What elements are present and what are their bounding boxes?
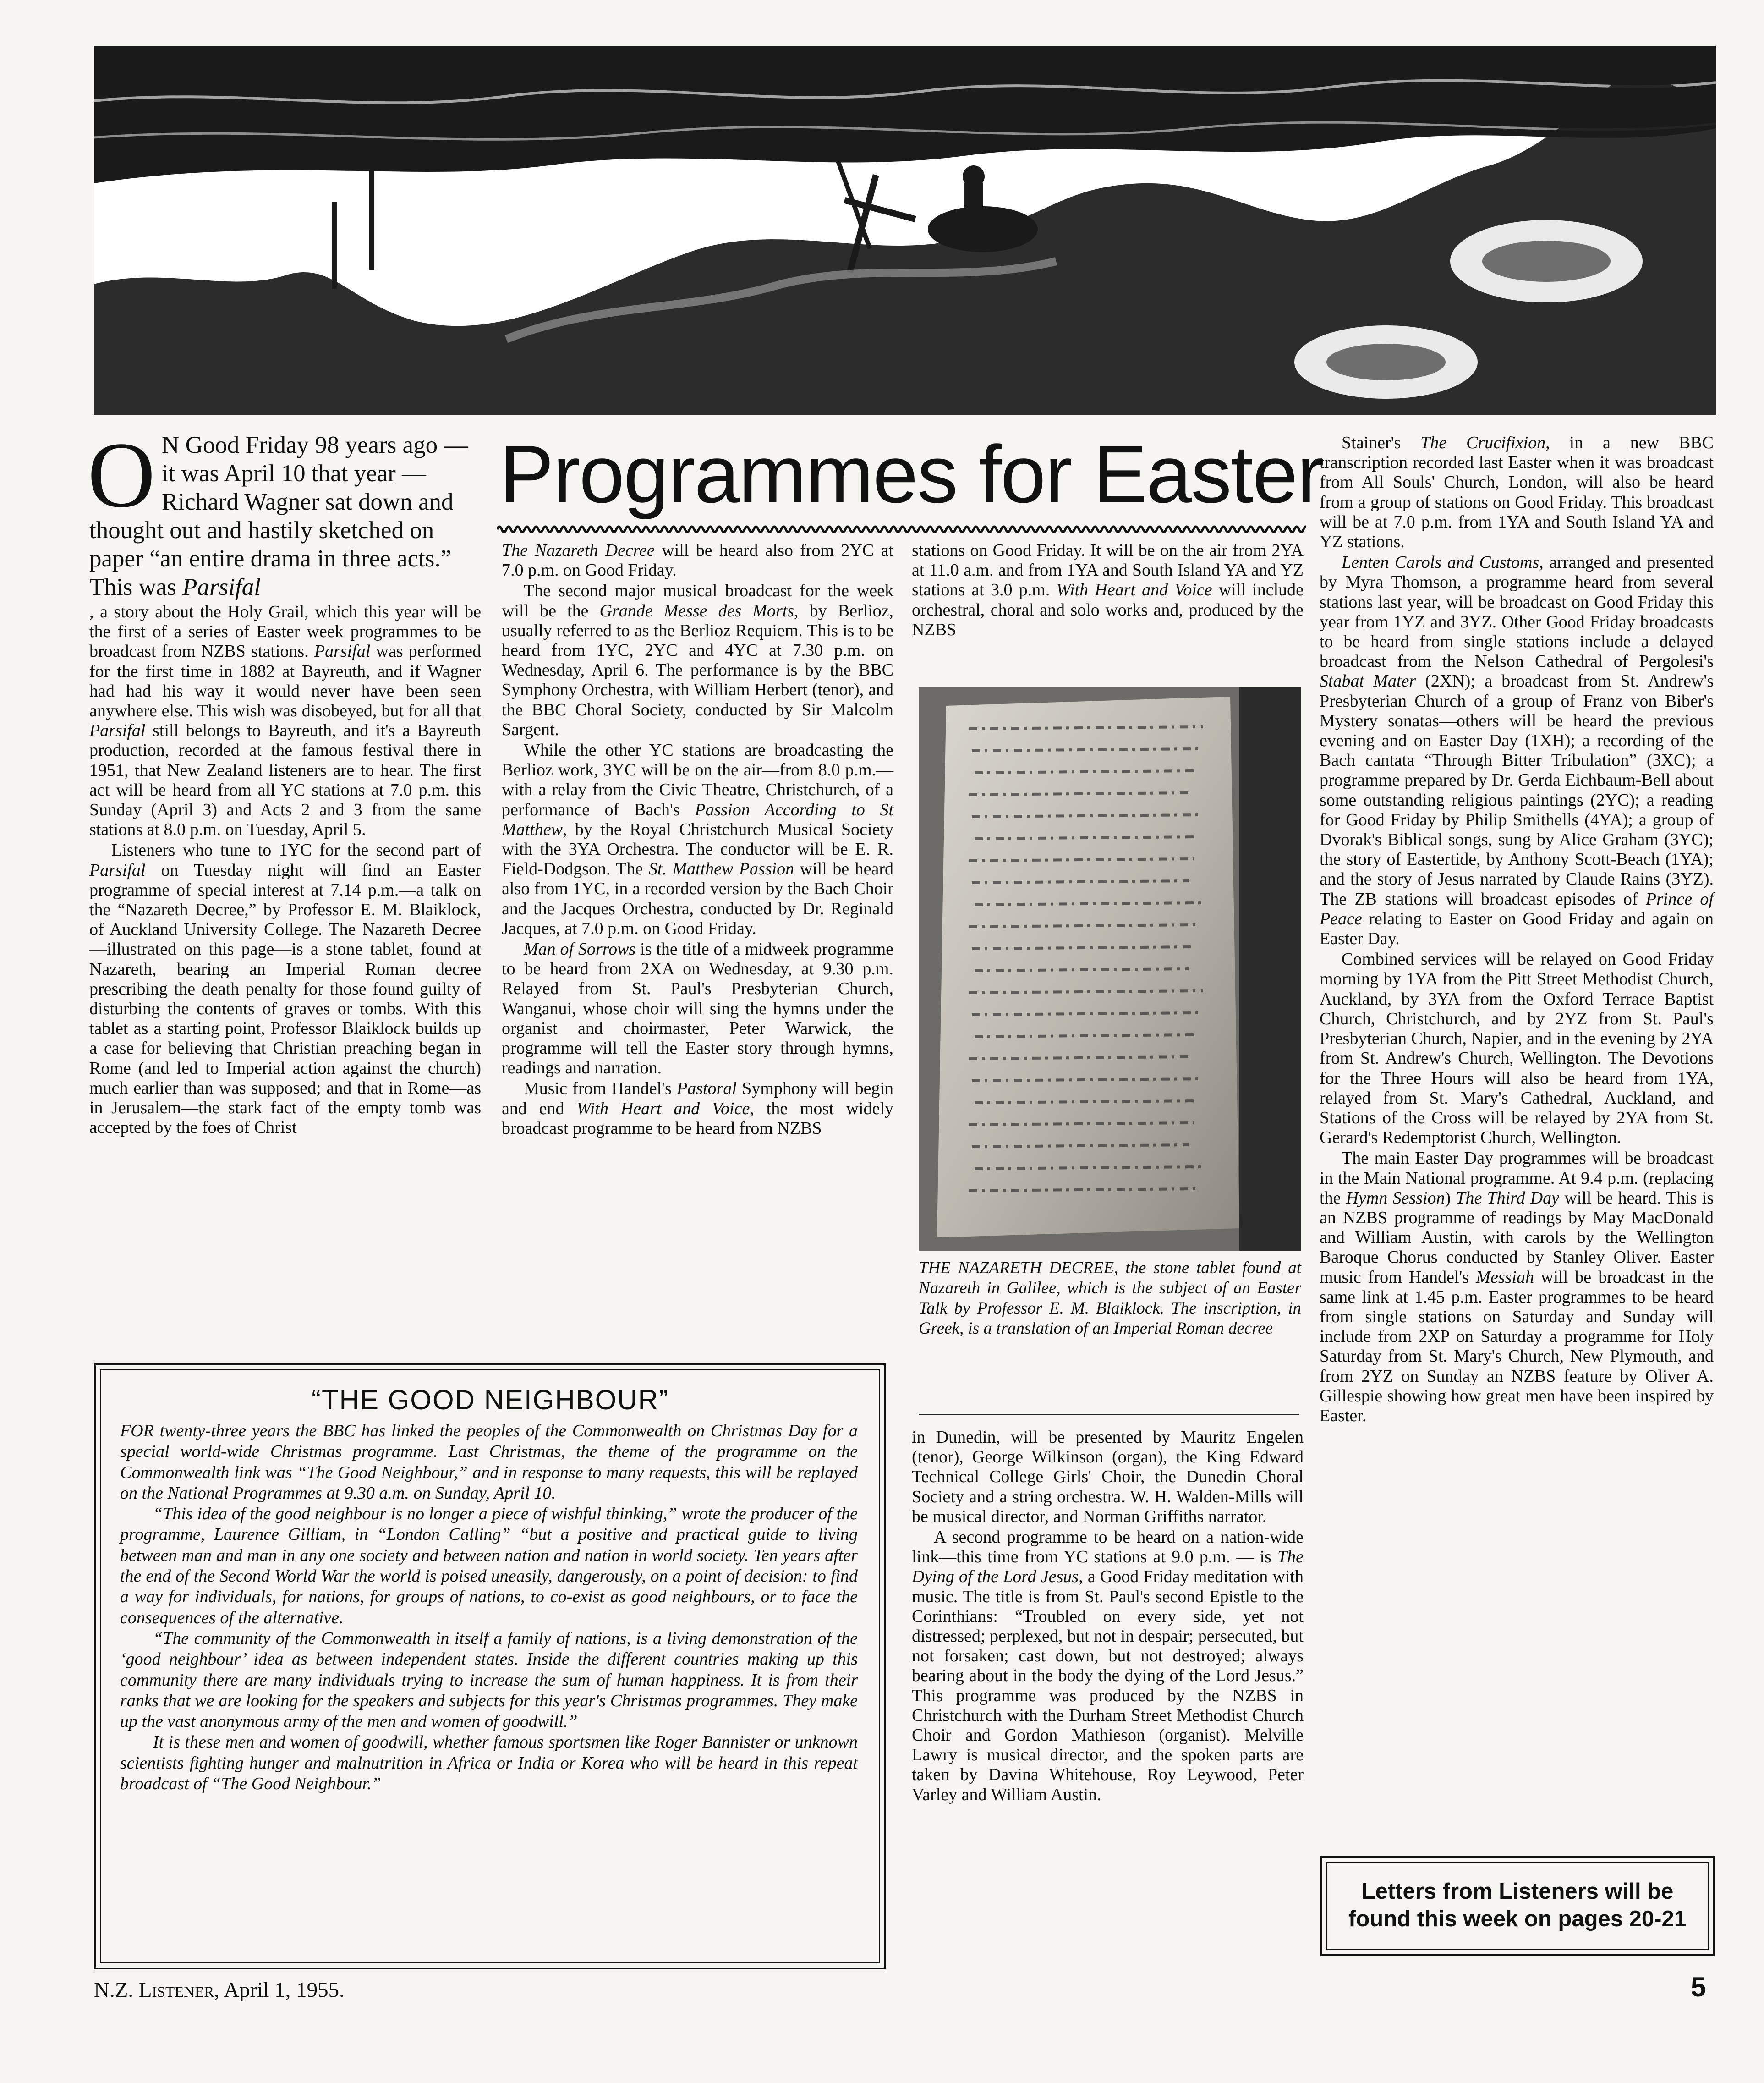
woodcut-illustration-icon xyxy=(94,46,1716,415)
box-paragraph: “The community of the Commonwealth in itself a family of nations, is a living demonstration of the ‘good neighbour’ idea as between independent states. Inside the different countries making up this community there are many individuals trying to increase the sum of human happiness. It is from their ranks that we are looking for the speakers and subjects for this year's Christmas programmes. They make up the vast anonymous army of the men and women of goodwill.” xyxy=(120,1628,858,1731)
inscription-line xyxy=(972,749,1198,751)
drop-cap: O xyxy=(88,423,156,527)
article-column-3-bottom xyxy=(912,1428,1304,1805)
header-illustration xyxy=(94,46,1716,415)
article-paragraph: in Dunedin, will be presented by Mauritz Engelen (tenor), George Wilkinson (organ), the King Edward Technical College Girls' Choir, the Dunedin Choral Society and a string orchestra. W. H. Walden-Mills will be musical director, and Norman Griffiths narrator. xyxy=(912,1428,1304,1526)
inscribed-stone-tablet-icon xyxy=(919,687,1301,1251)
article-paragraph: , a story about the Holy Grail, which this year will be the first of a series of Easter week programmes to be broadcast from NZBS stations. Parsifal was performed for the first time in 1882 at Bayreuth, and if Wagner had had his way it would never have been seen anywhere else. This wish was disobeyed, but for all that Parsifal still belongs to Bayreuth, and it's a Bayreuth production, recorded at the famous festival there in 1951, that New Zealand listeners are to hear. The first act will be heard from all YC stations at 7.0 p.m. this Sunday (April 3) and Acts 2 and 3 from the same stations at 8.0 p.m. on Tuesday, April 5. xyxy=(89,602,481,840)
page-number: 5 xyxy=(1691,1972,1706,2002)
box-paragraph: FOR twenty-three years the BBC has linked the peoples of the Commonwealth on Christmas Day for a special world-wide Christmas programme. Last Christmas, the theme of the programme on the Commonwealth link was “The Good Neighbour,” and in response to many requests, this will be replayed on the National Programmes at 9.30 a.m. on Sunday, April 10. xyxy=(120,1421,858,1503)
article-column-2 xyxy=(502,541,893,1138)
article-paragraph: The second major musical broadcast for the week will be the Grande Messe des Morts, by Berlioz, usually referred to as the Berlioz Requiem. This is to be heard from 1YC, 2YC and 4YC at 7.30 p.m. on Wednesday, April 6. The performance is by the BBC Symphony Orchestra, with William Herbert (tenor), and the BBC Choral Society, conducted by Sir Malcolm Sargent. xyxy=(502,581,893,739)
page-headline: Programmes for Easter xyxy=(499,429,1323,520)
article-column-3-top xyxy=(912,541,1304,640)
article-paragraph: Combined services will be relayed on Good Friday morning by 1YA from the Pitt Street Methodist Church, Auckland, by 3YA from the Oxford Terrace Baptist Church, Christchurch, and by 2YZ from St. Paul's Presbyterian Church, Napier, and in the evening by 2YA from St. Andrew's Church, Wellington. The Devotions for the Three Hours will also be heard from 1YA, relayed from St. Mary's Cathedral, Auckland, and Stations of the Cross will be relayed by 2YA from St. Gerard's Redemptorist Church, Wellington. xyxy=(1320,950,1714,1148)
good-neighbour-body xyxy=(120,1421,858,1794)
article-paragraph: While the other YC stations are broadcasting the Berlioz work, 3YC will be on the air—from 8.0 p.m.—with a relay from the Civic Theatre, Christchurch, of a performance of Bach's Passion According to St Matthew, by the Royal Christchurch Musical Society with the 3YA Orchestra. The conductor will be E. R. Field-Dodgson. The St. Matthew Passion will be heard also from 1YC, in a recorded version by the Bach Choir and the Jacques Orchestra, conducted by Dr. Reginald Jacques, at 7.0 p.m. on Good Friday. xyxy=(502,741,894,938)
inscription-line xyxy=(972,1013,1198,1015)
photo-caption: THE NAZARETH DECREE, the stone tablet found at Nazareth in Galilee, which is the subject of an Easter Talk by Professor E. M. Blaiklock. The inscription, in Greek, is a translation of an Imperial Roman decree xyxy=(919,1259,1301,1338)
publication-name: N.Z. Listener xyxy=(94,1978,214,2002)
article-column-1 xyxy=(88,423,481,1138)
article-paragraph: Music from Handel's Pastoral Symphony will begin and end With Heart and Voice, the most widely broadcast programme to be heard from NZBS xyxy=(502,1079,893,1138)
article-paragraph: Listeners who tune to 1YC for the second part of Parsifal on Tuesday night will find an Easter programme of special interest at 7.14 p.m.—a talk on the “Nazareth Decree,” by Professor E. M. Blaiklock, of Auckland University College. The Nazareth Decree—illustrated on this page—is a stone tablet, found at Nazareth, bearing an Imperial Roman decree prescribing the death penalty for those found guilty of disturbing the contents of graves or tombs. With this tablet as a starting point, Professor Blaiklock builds up a case for believing that Christian preaching began in Rome (and led to Imperial action against the church) much earlier than was supposed; and that in Rome—as in Jerusalem—the stark fact of the empty tomb was accepted by the foes of Christ xyxy=(89,841,481,1138)
article-paragraph: Man of Sorrows is the title of a midweek programme to be heard from 2XA on Wednesday, at 9.30 p.m. Relayed from St. Paul's Presbyterian Church, Wanganui, whose choir will sing the hymns under the organist and choirmaster, Peter Warwick, the programme will tell the Easter story through hymns, readings and narration. xyxy=(502,940,893,1078)
article-paragraph: The main Easter Day programmes will be broadcast in the Main National programme. At 9.4 p.m. (replacing the Hymn Session) The Third Day will be heard. This is an NZBS programme of readings by May MacDonald and William Austin, with carols by the Wellington Baroque Chorus conducted by Stanley Oliver. Easter music from Handel's Messiah will be broadcast in the same link at 1.45 p.m. Easter programmes to be heard from single stations on Saturday and Sunday will include from 2XP on Saturday a programme for Holy Saturday from St. Mary's Church, New Plymouth, and from 2YZ on Sunday an NZBS feature by Oliver A. Gillespie showing how great men have been inspired by Easter. xyxy=(1320,1149,1714,1425)
letters-notice-line-2: found this week on pages 20-21 xyxy=(1348,1907,1687,1931)
article-column-4 xyxy=(1320,433,1714,1426)
article-paragraph: A second programme to be heard on a nation-wide link—this time from YC stations at 9.0 p.m. — is The Dying of the Lord Jesus, a Good Friday meditation with music. The title is from St. Paul's second Epistle to the Corinthians: “Troubled on every side, yet not distressed; perplexed, but not in despair; persecuted, but not forsaken; cast down, but not destroyed; always bearing about in the body the dying of the Lord Jesus.” This programme was produced by the NZBS in Christchurch with the Durham Street Methodist Church Choir and Gordon Mathieson (organist). Melville Lawry is musical director, and the spoken parts are taken by Davina Whitehouse, Roy Leywood, Peter Varley and William Austin. xyxy=(912,1528,1304,1804)
letters-notice-line-1: Letters from Listeners will be xyxy=(1361,1879,1674,1904)
publication-date: , April 1, 1955. xyxy=(214,1978,345,2002)
box-paragraph: “This idea of the good neighbour is no longer a piece of wishful thinking,” wrote the producer of the programme, Laurence Gilliam, in “London Calling” “but a positive and practical guide to living between man and man in any one society and between nation and nation in world society. Ten years after the end of the Second World War the world is poised uneasily, dangerously, on a point of decision: to find a way for individuals, for nations, for groups of nations, to co-exist as good neighbours, or to face the consequences of the alternative. xyxy=(120,1504,858,1627)
nazareth-decree-photo xyxy=(919,687,1301,1251)
article-paragraph: Lenten Carols and Customs, arranged and presented by Myra Thomson, a programme heard from several stations last year, will be broadcast on Good Friday this year from 1YZ and 3YZ. Other Good Friday broadcasts to be heard from single stations include a delayed broadcast from the Nelson Cathedral of Pergolesi's Stabat Mater (2XN); a broadcast from St. Andrew's Presbyterian Church of a group of Franz von Biber's Mystery sonatas—others will be heard the previous evening and on Easter Day (1XH); a recording of the Bach cantata “Through Bitter Tribulation” (3XC); a programme prepared by Dr. Gerda Eichbaum-Bell about some outstanding religious paintings (2YC); a reading for Good Friday by Philip Smithells (4YA); a group of Dvorak's Biblical songs, sung by Alice Graham (3YC); the story of Eastertide, by Anthony Scott-Beach (1YA); and the story of Jesus narrated by Claude Rains (3YZ). The ZB stations will broadcast episodes of Prince of Peace relating to Easter on Good Friday and again on Easter Day. xyxy=(1320,553,1714,949)
letters-notice xyxy=(1326,1862,1709,1950)
article-paragraph: stations on Good Friday. It will be on the air from 2YA at 11.0 a.m. and from 1YA and South Island YA and YZ stations at 3.0 p.m. With Heart and Voice will include orchestral, choral and solo works and, produced by the NZBS xyxy=(912,541,1304,639)
caption-divider xyxy=(919,1414,1299,1415)
article-paragraph: Stainer's The Crucifixion, in a new BBC transcription recorded last Easter when it was broadcast from All Souls' Church, London, will also be heard from a group of stations on Good Friday. This broadcast will be at 7.0 p.m. from 1YA and South Island YA and YZ stations. xyxy=(1320,433,1714,552)
box-paragraph: It is these men and women of goodwill, whether famous sportsmen like Roger Bannister or unknown scientists fighting hunger and malnutrition in Africa or India or Korea who will be heard in this repeat broadcast of “The Good Neighbour.” xyxy=(120,1732,858,1794)
good-neighbour-title: “THE GOOD NEIGHBOUR” xyxy=(311,1385,669,1415)
article-paragraph: The Nazareth Decree will be heard also from 2YC at 7.0 p.m. on Good Friday. xyxy=(502,541,893,580)
wavy-rule-divider xyxy=(497,522,1306,536)
page-footer-publication xyxy=(94,1978,345,2003)
lead-paragraph: O N Good Friday 98 years ago —it was April 10 that year —Richard Wagner sat down and thought out and hastily sketched on paper “an entire drama in three acts.” This was Parsifal xyxy=(88,423,468,600)
